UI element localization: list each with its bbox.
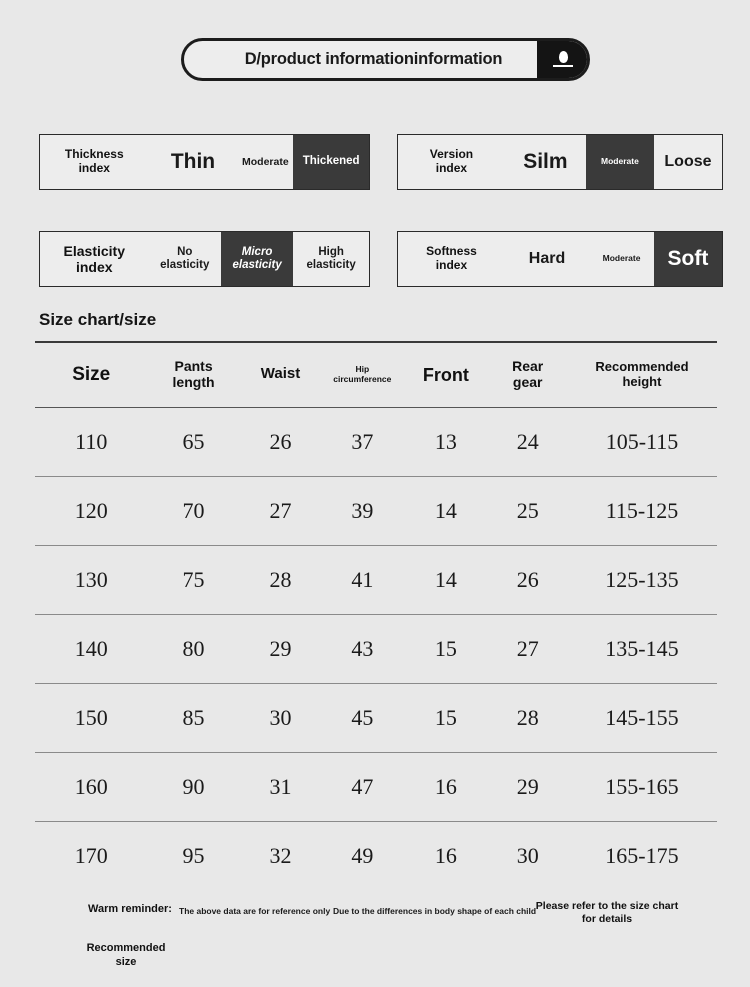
cell-front: 15	[403, 614, 488, 683]
table-row	[35, 683, 717, 752]
size-chart-title: Size chart/size	[39, 310, 157, 329]
softness-option-moderate[interactable]	[589, 232, 654, 286]
cell-waist: 32	[269, 842, 292, 868]
cell-waist: 29	[240, 614, 322, 683]
elasticity-option-micro-elasticity-label: Micro elasticity	[232, 245, 282, 271]
softness-index-label	[398, 232, 505, 286]
elasticity-option-high-elasticity[interactable]	[293, 232, 369, 286]
softness-option-hard-label: Hard	[528, 249, 566, 267]
recommended-size-label: Recommended size	[86, 942, 166, 968]
version-option-moderate-label: Moderate	[601, 156, 639, 167]
cell-recommended-height: 155-165	[567, 752, 717, 821]
cell-waist: 28	[240, 545, 322, 614]
column-header-recommended-height: Recommended height	[567, 343, 717, 407]
cell-size: 120	[35, 476, 148, 545]
elasticity-option-no-elasticity-label: No elasticity	[160, 245, 210, 271]
cell-rear-gear: 26	[488, 545, 566, 614]
cell-hip-circumference: 39	[321, 476, 403, 545]
cell-front: 16	[403, 752, 488, 821]
column-header-front: Front	[403, 343, 488, 407]
softness-index-box	[397, 231, 723, 287]
cell-size: 140	[35, 614, 148, 683]
cell-rear-gear: 29	[488, 752, 566, 821]
cell-recommended-height: 165-175	[605, 842, 679, 868]
table-header-row	[35, 343, 717, 407]
footer-note	[35, 900, 725, 934]
cell-recommended-height: 115-125	[567, 476, 717, 545]
softness-option-hard[interactable]	[505, 232, 589, 286]
version-option-moderate[interactable]	[586, 135, 654, 189]
softness-option-soft-label: Soft	[667, 246, 709, 270]
cell-waist: 30	[240, 683, 322, 752]
elasticity-index-label	[40, 232, 149, 286]
cell-hip-circumference: 47	[321, 752, 403, 821]
header-badge	[537, 41, 589, 78]
table-row	[35, 752, 717, 821]
softness-option-soft[interactable]	[654, 232, 722, 286]
softness-option-moderate-label: Moderate	[602, 253, 641, 264]
cell-waist: 26	[240, 407, 322, 476]
thickness-option-thin-label: Thin	[170, 149, 216, 173]
cell-front: 14	[403, 476, 488, 545]
cell-front: 16	[434, 842, 457, 868]
table-row	[35, 821, 717, 890]
cell-pants-length: 95	[182, 842, 205, 868]
cell-size: 130	[35, 545, 148, 614]
cell-waist: 31	[240, 752, 322, 821]
column-header-waist: Waist	[240, 343, 322, 407]
thickness-index-label	[40, 135, 149, 189]
thickness-index-label-text: Thickness index	[64, 147, 124, 175]
elasticity-option-no-elasticity[interactable]	[149, 232, 221, 286]
cell-rear-gear: 24	[488, 407, 566, 476]
page-title: D/product informationinformation	[244, 50, 503, 68]
cell-rear-gear: 25	[488, 476, 566, 545]
cell-pants-length: 85	[148, 683, 240, 752]
cell-recommended-height: 125-135	[567, 545, 717, 614]
version-index-box	[397, 134, 723, 190]
footer-note-body-shape: Due to the differences in body shape of each child	[333, 906, 537, 916]
elasticity-option-micro-elasticity[interactable]	[221, 232, 293, 286]
cell-size: 150	[35, 683, 148, 752]
table-row	[35, 545, 717, 614]
bulb-icon	[551, 48, 575, 72]
cell-hip-circumference: 41	[321, 545, 403, 614]
version-index-label-text: Version index	[429, 147, 474, 175]
elasticity-option-high-elasticity-label: High elasticity	[306, 245, 356, 271]
cell-pants-length: 80	[148, 614, 240, 683]
cell-waist: 27	[240, 476, 322, 545]
cell-hip-circumference: 45	[321, 683, 403, 752]
column-header-rear-gear: Rear gear	[488, 343, 566, 407]
cell-hip-circumference: 49	[351, 842, 374, 868]
thickness-option-moderate-label: Moderate	[242, 155, 289, 168]
footer-note-refer-size-chart: Please refer to the size chart for details	[535, 900, 679, 926]
cell-hip-circumference: 37	[321, 407, 403, 476]
cell-size: 170	[74, 842, 108, 868]
elasticity-index-label-text: Elasticity index	[63, 242, 126, 275]
elasticity-index-box	[39, 231, 370, 287]
cell-front: 13	[403, 407, 488, 476]
warm-reminder-label: Warm reminder:	[88, 903, 172, 915]
version-option-loose[interactable]	[654, 135, 722, 189]
thickness-index-box	[39, 134, 370, 190]
column-header-hip-circumference: Hip circumference	[321, 343, 403, 407]
footer-note-reference: The above data are for reference only	[179, 906, 331, 916]
table-row	[35, 614, 717, 683]
cell-pants-length: 65	[148, 407, 240, 476]
thickness-option-thin[interactable]	[149, 135, 238, 189]
thickness-option-thickened-label: Thickened	[302, 155, 360, 168]
cell-front: 15	[403, 683, 488, 752]
table-row	[35, 476, 717, 545]
cell-size: 160	[35, 752, 148, 821]
column-header-pants-length: Pants length	[148, 343, 240, 407]
table-row	[35, 407, 717, 476]
cell-hip-circumference: 43	[321, 614, 403, 683]
cell-size: 110	[35, 407, 148, 476]
version-option-silm-label: Silm	[523, 149, 568, 173]
table-body	[35, 407, 717, 890]
cell-rear-gear: 30	[516, 842, 539, 868]
cell-pants-length: 90	[148, 752, 240, 821]
cell-recommended-height: 145-155	[567, 683, 717, 752]
thickness-option-thickened[interactable]	[293, 135, 369, 189]
page-header-pill	[181, 38, 590, 81]
version-option-silm[interactable]	[505, 135, 586, 189]
cell-front: 14	[403, 545, 488, 614]
version-option-loose-label: Loose	[664, 152, 712, 170]
cell-rear-gear: 27	[488, 614, 566, 683]
cell-pants-length: 75	[148, 545, 240, 614]
cell-recommended-height: 135-145	[567, 614, 717, 683]
version-index-label	[398, 135, 505, 189]
size-chart-table	[35, 341, 717, 890]
column-header-size: Size	[35, 343, 148, 407]
cell-pants-length: 70	[148, 476, 240, 545]
softness-index-label-text: Softness index	[426, 244, 477, 272]
cell-rear-gear: 28	[488, 683, 566, 752]
thickness-option-moderate[interactable]	[237, 135, 293, 189]
cell-recommended-height: 105-115	[567, 407, 717, 476]
